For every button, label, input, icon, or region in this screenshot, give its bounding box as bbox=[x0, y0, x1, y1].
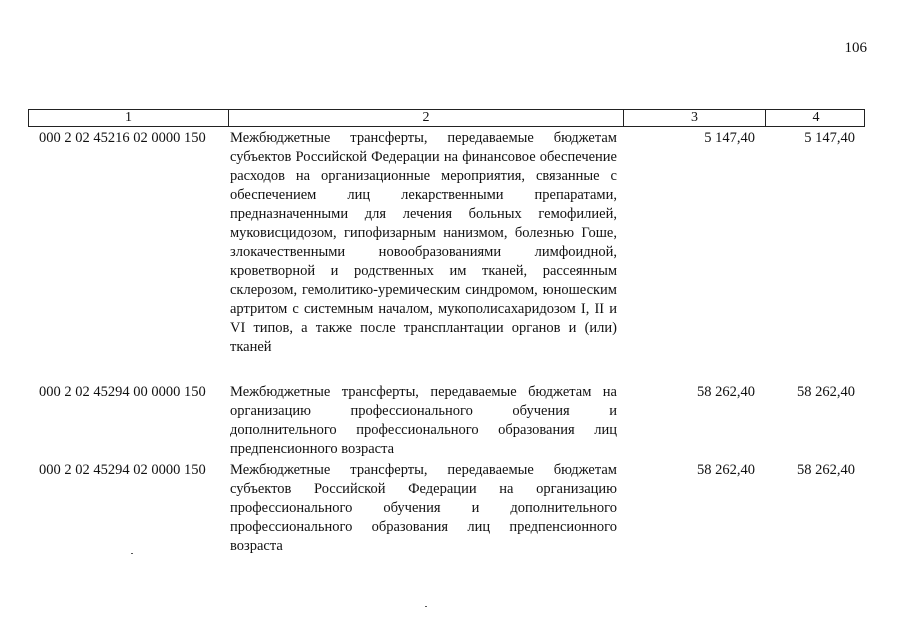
row-description: Межбюджетные трансферты, передаваемые бюджетам на организацию профессионального обучения и дополнительного профессионального образования лиц предпенсионного возраста bbox=[230, 384, 617, 457]
table-row bbox=[28, 129, 865, 357]
header-col-4: 4 bbox=[812, 110, 820, 125]
budget-code: 000 2 02 45294 02 0000 150 bbox=[39, 462, 206, 478]
scan-speck bbox=[425, 606, 427, 607]
budget-code: 000 2 02 45216 02 0000 150 bbox=[39, 130, 206, 146]
amount-col-3: 58 262,40 bbox=[697, 462, 755, 478]
row-description: Межбюджетные трансферты, передаваемые бюджетам субъектов Российской Федерации на организацию профессионального обучения и дополнительного профессионального образования лиц предпенсионного возраста bbox=[230, 462, 617, 554]
row-description: Межбюджетные трансферты, передаваемые бюджетам субъектов Российской Федерации на финансовое обеспечение расходов на организационные мероприятия, связанные с обеспечением лиц лекарственными препаратами, предназначенными для лечения больных гемофилией, муковисцидозом, гипофизарным нанизмом, болезнью Гоше, злокачественными новообразованиями лимфоидной, кроветворной и родственных им тканей, рассеянным склерозом, гемолитико-уремическим синдромом, юношеским артритом с системным началом, мукополисахаридозом I, II и VI типов, а также после трансплантации органов и (или) тканей bbox=[230, 130, 617, 355]
table-header bbox=[28, 109, 865, 127]
page-number: 106 bbox=[844, 40, 867, 56]
scan-speck bbox=[131, 553, 133, 554]
header-col-3: 3 bbox=[624, 110, 766, 126]
amount-col-4: 5 147,40 bbox=[804, 130, 855, 146]
amount-col-3: 5 147,40 bbox=[704, 130, 755, 146]
budget-code: 000 2 02 45294 00 0000 150 bbox=[39, 384, 206, 400]
header-col-2: 2 bbox=[229, 110, 624, 126]
amount-col-3: 58 262,40 bbox=[697, 384, 755, 400]
header-col-1: 1 bbox=[29, 110, 229, 126]
amount-col-4: 58 262,40 bbox=[797, 384, 855, 400]
amount-col-4: 58 262,40 bbox=[797, 462, 855, 478]
table-row bbox=[28, 383, 865, 459]
table-row bbox=[28, 461, 865, 556]
